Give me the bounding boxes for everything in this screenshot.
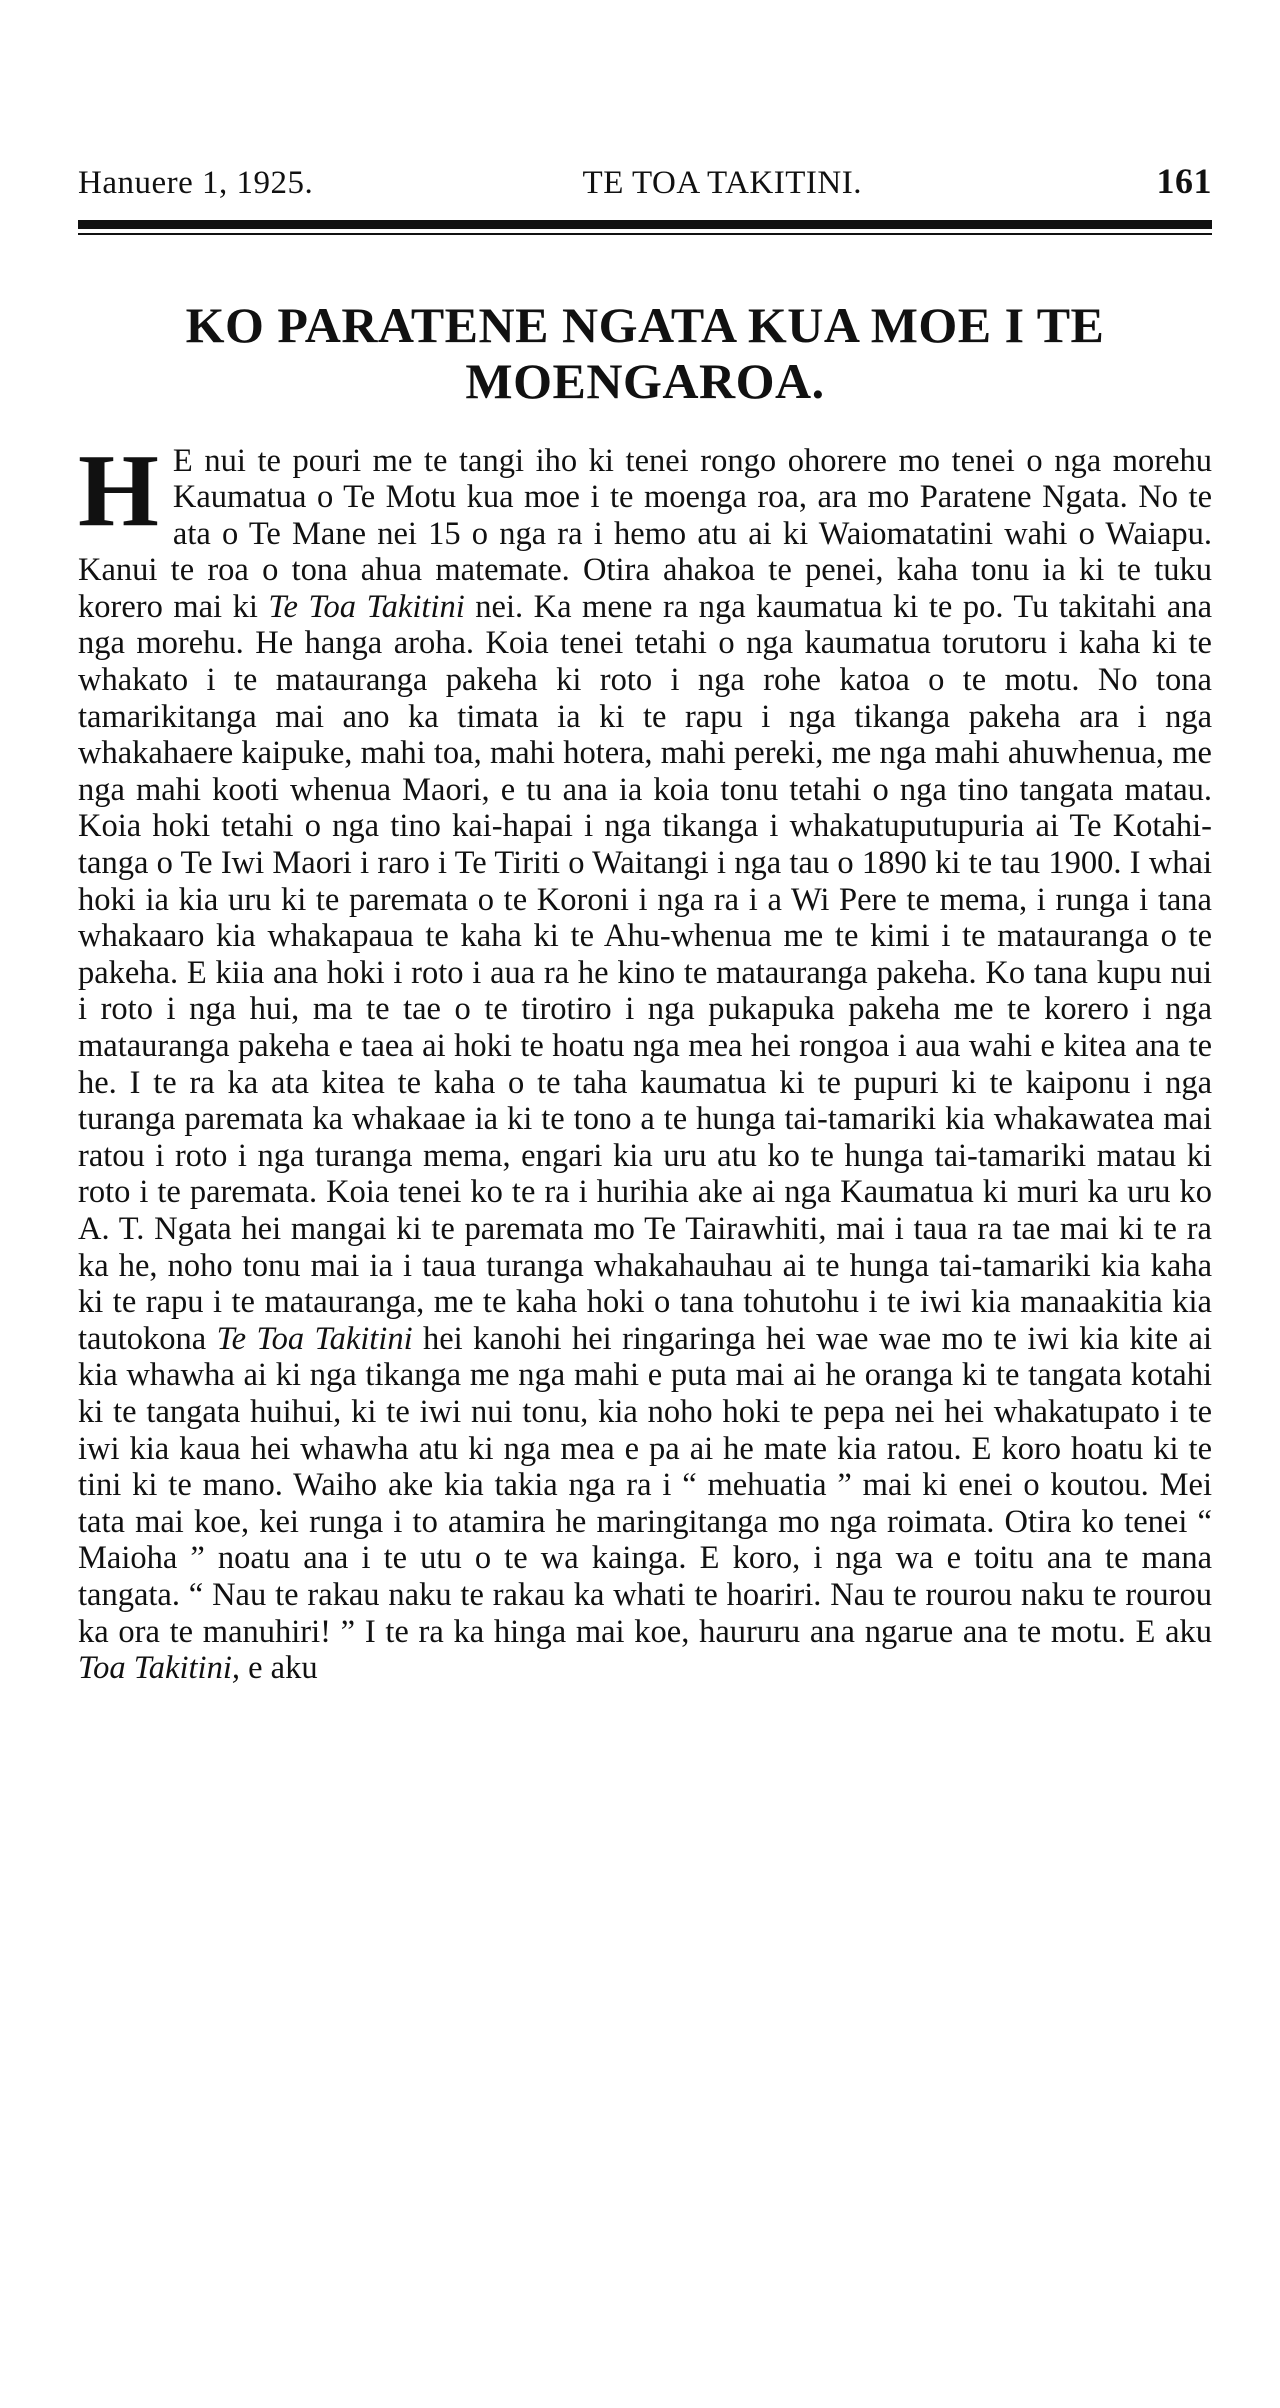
journal-page bbox=[78, 160, 1212, 1687]
article-text-run: E nui te pouri me te tangi iho ki tenei rongo ohorere mo tenei o nga morehu Kaumatua o Te Motu kua moe i te moenga roa, ara mo Paratene Ngata. No te ata o Te Mane nei 15 o nga ra i hemo atu ai ki Waiomatatini wahi o Waiapu. Kanui te roa o tona ahua matemate. Otira ahakoa te penei, kaha tonu ia ki te tuku korero mai ki bbox=[78, 442, 1212, 625]
page-number: 161 bbox=[1156, 161, 1212, 201]
drop-cap: H bbox=[78, 432, 159, 548]
journal-name-italic: Toa Takitini, bbox=[78, 1650, 240, 1687]
running-head bbox=[78, 160, 1212, 216]
issue-date: Hanuere 1, 1925. bbox=[78, 165, 314, 201]
article-body bbox=[78, 432, 1212, 1687]
article-headline: KO PARATENE NGATA KUA MOE I TE MOENGAROA. bbox=[185, 297, 1105, 409]
journal-name-italic: Te Toa Takitini bbox=[268, 588, 465, 625]
article-text bbox=[78, 432, 1212, 1687]
journal-title: TE TOA TAKITINI. bbox=[582, 165, 862, 201]
header-rule-thin bbox=[78, 233, 1212, 235]
article-text-run: hei kanohi hei ringaringa hei wae wae mo te iwi kia kite ai kia whawha ai ki nga tikanga me nga mahi e puta mai ai he oranga ki te tangata kotahi ki te tangata huihui, ki te iwi nui tonu, kia noho hoki te pepa nei hei whakatupato i te iwi kia kaua hei whawha atu ki nga mea e pa ai he mate kia ratou. E koro hoatu ki te tini ki te mano. Waiho ake kia takia nga ra i “ mehuatia ” mai ki enei o koutou. Mei tata mai koe, kei runga i to atamira he maringitanga mo nga roimata. Otira ko tenei “ Maioha ” noatu ana i te utu o te wa kainga. E koro, i nga wa e toitu ana te mana tangata. “ Nau te rakau naku te rakau ka whati te hoariri. Nau te rourou naku te rourou ka ora te manuhiri! ” I te ra ka hinga mai koe, haururu ana ngarue ana te motu. E aku bbox=[78, 1320, 1212, 1650]
header-rule-thick bbox=[78, 220, 1212, 229]
article-text-run: nei. Ka mene ra nga kaumatua ki te po. Tu takitahi ana nga morehu. He hanga aroha. Koia tenei tetahi o nga kaumatua torutoru i kaha ki te whakato i te matauranga pakeha ki roto i nga rohe katoa o te motu. No tona tamarikitanga mai ano ka timata ia ki te rapu i nga tikanga pakeha ara i nga whakahaere kaipuke, mahi toa, mahi hotera, mahi pereki, me nga mahi ahuwhenua, me nga mahi kooti whenua Maori, e tu ana ia koia tonu tetahi o nga tino tangata matau. Koia hoki tetahi o nga tino kai-hapai i nga tikanga i whakatuputupuria ai Te Kotahitanga o Te Iwi Maori i raro i Te Tiriti o Waitangi i nga tau o 1890 ki te tau 1900. I whai hoki ia kia uru ki te paremata o te Koroni i nga ra i a Wi Pere te mema, i runga i tana whakaaro kia whakapaua te kaha ki te Ahu-whenua me te kimi i te matauranga o te pakeha. E kiia ana hoki i roto i aua ra he kino te matauranga pakeha. Ko tana kupu nui i roto i nga hui, ma te tae o te tirotiro i nga pukapuka pakeha me te korero i nga matauranga pakeha e taea ai hoki te hoatu nga mea hei rongoa i aua wahi e kitea ana te he. I te ra ka ata kitea te kaha o te taha kaumatua ki te pupuri ki te kaiponu i nga turanga paremata ka whakaae ia ki te tono a te hunga tai-tamariki kia whakawatea mai ratou i roto i nga turanga mema, engari kia uru atu ko te hunga tai-tamariki matau ki roto i te paremata. Koia tenei ko te ra i hurihia ake ai nga Kaumatua ki muri ka uru ko A. T. Ngata hei mangai ki te paremata mo Te Tairawhiti, mai i taua ra tae mai ki te ra ka he, noho tonu mai ia i taua turanga whakahauhau ai te hunga tai-tamariki kia kaha ki te rapu i te matauranga, me te kaha hoki o tana tohutohu i te iwi kia manaakitia kia tautokona bbox=[78, 588, 1212, 1357]
article-text-run: e aku bbox=[239, 1650, 318, 1687]
journal-name-italic: Te Toa Takitini bbox=[216, 1320, 413, 1357]
